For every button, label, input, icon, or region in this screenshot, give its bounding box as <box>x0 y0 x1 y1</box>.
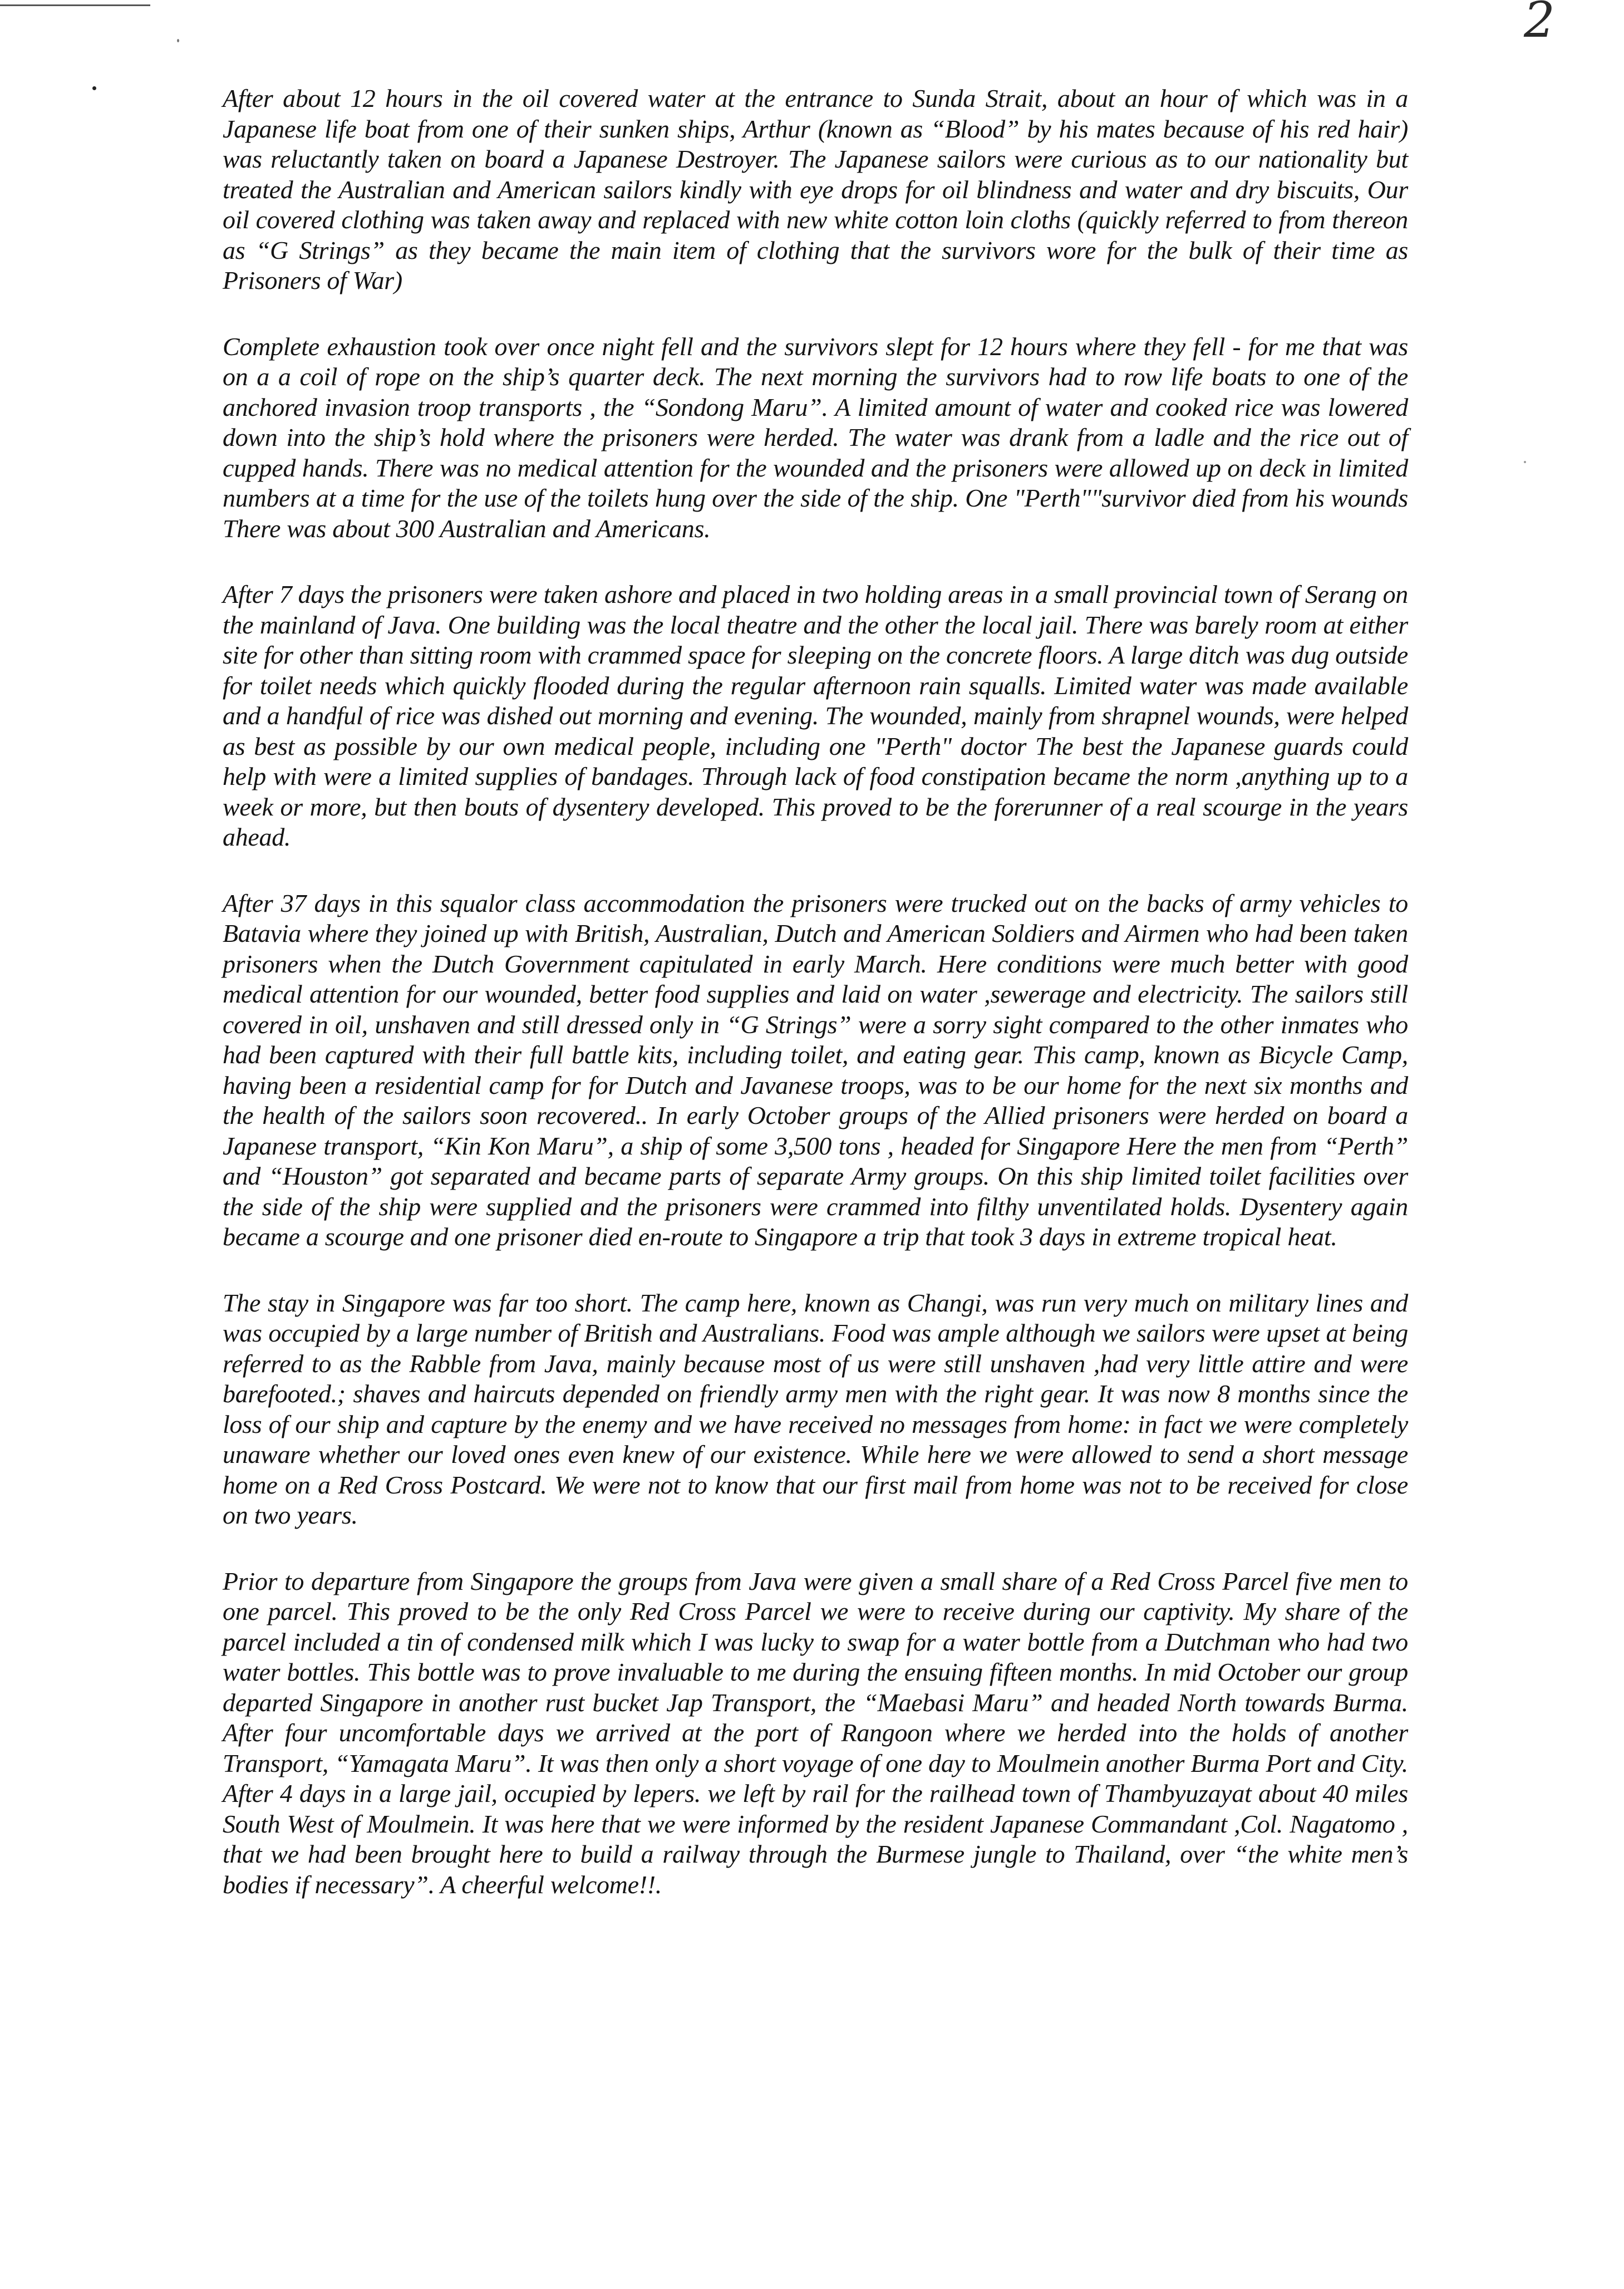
paragraph-sondong-maru: Complete exhaustion took over once night fell and the survivors slept for 12 hours where they fell - for me that was on a a coil of rope on the ship’s quarter deck. The next morning the survivors had to row life boats to one of the anchored invasion troop transports , the “Sondong Maru”. A limited amount of water and cooked rice was lowered down into the ship’s hold where the prisoners were herded. The water was drank from a ladle and the rice out of cupped hands. There was no medical attention for the wounded and the prisoners were allowed up on deck in limited numbers at a time for the use of the toilets hung over the side of the ship. One "Perth""survivor died from his wounds There was about 300 Australian and Americans. <box>223 332 1408 543</box>
document-body <box>223 83 1408 1936</box>
paragraph-bicycle-camp: After 37 days in this squalor class accommodation the prisoners were trucked out on the backs of army vehicles to Batavia where they joined up with British, Australian, Dutch and American Soldiers and Airmen who had been taken prisoners when the Dutch Government capitulated in early March. Here conditions were much better with good medical attention for our wounded, better food supplies and laid on water ,sewerage and electricity. The sailors still covered in oil, unshaven and still dressed only in “G Strings” were a sorry sight compared to the other inmates who had been captured with their full battle kits, including toilet, and eating gear. This camp, known as Bicycle Camp, having been a residential camp for for Dutch and Javanese troops, was to be our home for the next six months and the health of the sailors soon recovered.. In early October groups of the Allied prisoners were herded on board a Japanese transport, “Kin Kon Maru”, a ship of some 3,500 tons , headed for Singapore Here the men from “Perth” and “Houston” got separated and became parts of separate Army groups. On this ship limited toilet facilities over the side of the ship were supplied and the prisoners were crammed into filthy unventilated holds. Dysentery again became a scourge and one prisoner died en-route to Singapore a trip that took 3 days in extreme tropical heat. <box>223 888 1408 1251</box>
paragraph-destroyer-rescue: After about 12 hours in the oil covered water at the entrance to Sunda Strait, about an hour of which was in a Japanese life boat from one of their sunken ships, Arthur (known as “Blood” by his mates because of his red hair) was reluctantly taken on board a Japanese Destroyer. The Japanese sailors were curious as to our nationality but treated the Australian and American sailors kindly with eye drops for oil blindness and water and dry biscuits, Our oil covered clothing was taken away and replaced with new white cotton loin cloths (quickly referred to from thereon as “G Strings” as they became the main item of clothing that the survivors wore for the bulk of their time as Prisoners of War) <box>223 84 1408 294</box>
scan-border-line <box>0 4 150 6</box>
scan-speck-mark <box>1524 461 1526 463</box>
paragraph-changi-singapore: The stay in Singapore was far too short. The camp here, known as Changi, was run very much on military lines and was occupied by a large number of British and Australians. Food was ample although we sailors were upset at being referred to as the Rabble from Java, mainly because most of us were still unshaven ,had very little attire and were barefooted.; shaves and haircuts depended on friendly army men with the right gear. It was now 8 months since the loss of our ship and capture by the enemy and we have received no messages from home: in fact we were completely unaware whether our loved ones even knew of our existence. While here we were allowed to send a short message home on a Red Cross Postcard. We were not to know that our first mail from home was not to be received for close on two years. <box>223 1288 1408 1529</box>
paragraph-burma-railway: Prior to departure from Singapore the groups from Java were given a small share of a Red Cross Parcel five men to one parcel. This proved to be the only Red Cross Parcel we were to receive during our captivity. My share of the parcel included a tin of condensed milk which I was lucky to swap for a water bottle from a Dutchman who had two water bottles. This bottle was to prove invaluable to me during the ensuing fifteen months. In mid October our group departed Singapore in another rust bucket Jap Transport, the “Maebasi Maru” and headed North towards Burma. After four uncomfortable days we arrived at the port of Rangoon where we herded into the holds of another Transport, “Yamagata Maru”. It was then only a short voyage of one day to Moulmein another Burma Port and City. After 4 days in a large jail, occupied by lepers. we left by rail for the railhead town of Thambyuzayat about 40 miles South West of Moulmein. It was here that we were informed by the resident Japanese Commandant ,Col. Nagatomo , that we had been brought here to build a railway through the Burmese jungle to Thailand, over “the white men’s bodies if necessary”. A cheerful welcome!!. <box>223 1566 1408 1899</box>
paragraph-serang-holding: After 7 days the prisoners were taken ashore and placed in two holding areas in a small provincial town of Serang on the mainland of Java. One building was the local theatre and the other the local jail. There was barely room at either site for other than sitting room with crammed space for sleeping on the concrete floors. A large ditch was dug outside for toilet needs which quickly flooded during the regular afternoon rain squalls. Limited water was made available and a handful of rice was dished out morning and evening. The wounded, mainly from shrapnel wounds, were helped as best as possible by our own medical people, including one "Perth" doctor The best the Japanese guards could help with were a limited supplies of bandages. Through lack of food constipation became the norm ,anything up to a week or more, but then bouts of dysentery developed. This proved to be the forerunner of a real scourge in the years ahead. <box>223 580 1408 851</box>
page-number: 2 <box>1524 0 1555 48</box>
scan-speck-mark <box>92 86 96 90</box>
scan-speck-mark <box>177 39 179 42</box>
